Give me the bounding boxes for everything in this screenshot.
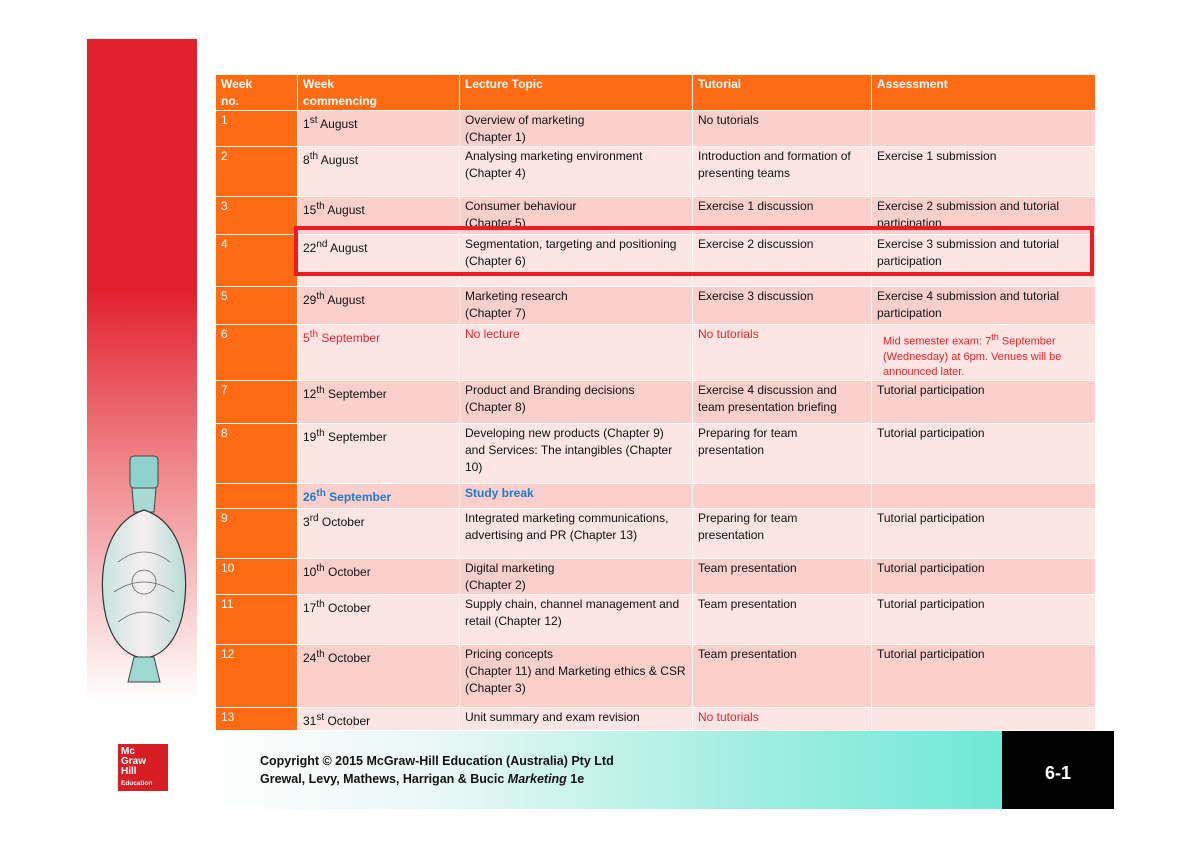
- week-date: 10th October: [298, 558, 460, 594]
- tutorial: Exercise 3 discussion: [693, 287, 872, 325]
- week-date: 15th August: [298, 197, 460, 235]
- assessment: Exercise 1 submission: [872, 147, 1096, 197]
- week-date: 5th September: [298, 325, 460, 381]
- lecture-topic: Pricing concepts (Chapter 11) and Marketing ethics & CSR (Chapter 3): [460, 644, 693, 707]
- table-row: [216, 235, 1096, 287]
- week-date: 17th October: [298, 594, 460, 644]
- week-number: 4: [216, 235, 298, 287]
- week-number: [216, 483, 298, 508]
- mcgraw-hill-logo: Mc Graw Hill Education: [118, 744, 168, 791]
- week-date: 1st August: [298, 111, 460, 147]
- tutorial: Exercise 4 discussion and team presentation briefing: [693, 380, 872, 423]
- assessment: [872, 111, 1096, 147]
- lecture-topic: Marketing research (Chapter 7): [460, 287, 693, 325]
- week-number: 9: [216, 508, 298, 558]
- week-number: 10: [216, 558, 298, 594]
- table-row: [216, 111, 1096, 147]
- week-number: 3: [216, 197, 298, 235]
- table-row: [216, 644, 1096, 707]
- assessment: Tutorial participation: [872, 558, 1096, 594]
- lecture-topic: Segmentation, targeting and positioning (Chapter 6): [460, 235, 693, 287]
- slide-number-box: [1002, 731, 1114, 809]
- tutorial: Team presentation: [693, 558, 872, 594]
- tutorial: Exercise 2 discussion: [693, 235, 872, 287]
- week-number: 11: [216, 594, 298, 644]
- lecture-topic: No lecture: [460, 325, 693, 381]
- tutorial: Preparing for team presentation: [693, 508, 872, 558]
- tutorial: Team presentation: [693, 644, 872, 707]
- header-tutorial: Tutorial: [693, 75, 872, 111]
- week-date: 24th October: [298, 644, 460, 707]
- table-row: [216, 423, 1096, 483]
- slide-number: 6-1: [1044, 763, 1071, 783]
- week-date: 3rd October: [298, 508, 460, 558]
- week-number: 8: [216, 423, 298, 483]
- table-row: [216, 197, 1096, 235]
- assessment: Exercise 3 submission and tutorial participation: [872, 235, 1096, 287]
- assessment: Exercise 2 submission and tutorial participation: [872, 197, 1096, 235]
- tutorial: No tutorials: [693, 707, 872, 730]
- lecture-topic: Developing new products (Chapter 9) and Services: The intangibles (Chapter 10): [460, 423, 693, 483]
- lecture-topic: Product and Branding decisions (Chapter 8): [460, 380, 693, 423]
- week-date: 29th August: [298, 287, 460, 325]
- tutorial: Team presentation: [693, 594, 872, 644]
- table-row: [216, 558, 1096, 594]
- week-number: 6: [216, 325, 298, 381]
- header-week-no: Week no.: [216, 75, 298, 111]
- footer-band: [197, 731, 1002, 809]
- table-row: [216, 147, 1096, 197]
- assessment: Exercise 4 submission and tutorial participation: [872, 287, 1096, 325]
- assessment: Tutorial participation: [872, 423, 1096, 483]
- footer-credit: Grewal, Levy, Mathews, Harrigan & Bucic Marketing 1e: [260, 772, 585, 786]
- week-number: 5: [216, 287, 298, 325]
- header-assessment: Assessment: [872, 75, 1096, 111]
- assessment: Tutorial participation: [872, 594, 1096, 644]
- lecture-topic: Analysing marketing environment (Chapter 4): [460, 147, 693, 197]
- table-row: [216, 707, 1096, 730]
- table-row: [216, 287, 1096, 325]
- lecture-topic: Study break: [460, 483, 693, 508]
- tutorial: Introduction and formation of presenting teams: [693, 147, 872, 197]
- table-row: [216, 325, 1096, 381]
- tutorial: Preparing for team presentation: [693, 423, 872, 483]
- header-lecture-topic: Lecture Topic: [460, 75, 693, 111]
- week-number: 1: [216, 111, 298, 147]
- bottle-illustration: [92, 452, 202, 690]
- footer-copyright: Copyright © 2015 McGraw-Hill Education (Australia) Pty Ltd: [260, 754, 614, 768]
- tutorial: No tutorials: [693, 325, 872, 381]
- week-number: 7: [216, 380, 298, 423]
- week-number: 2: [216, 147, 298, 197]
- table-header-row: [216, 75, 1096, 111]
- lecture-topic: Consumer behaviour (Chapter 5): [460, 197, 693, 235]
- week-date: 22nd August: [298, 235, 460, 287]
- week-date: 8th August: [298, 147, 460, 197]
- assessment: Tutorial participation: [872, 508, 1096, 558]
- lecture-topic: Integrated marketing communications, advertising and PR (Chapter 13): [460, 508, 693, 558]
- lecture-topic: Overview of marketing (Chapter 1): [460, 111, 693, 147]
- week-date: 26th September: [298, 483, 460, 508]
- assessment: Tutorial participation: [872, 380, 1096, 423]
- assessment: [872, 325, 1096, 381]
- lecture-topic: Unit summary and exam revision: [460, 707, 693, 730]
- week-date: 19th September: [298, 423, 460, 483]
- week-number: 13: [216, 707, 298, 730]
- header-week-commencing: Week commencing: [298, 75, 460, 111]
- lecture-topic: Supply chain, channel management and retail (Chapter 12): [460, 594, 693, 644]
- assessment: Tutorial participation: [872, 644, 1096, 707]
- week-number: 12: [216, 644, 298, 707]
- tutorial: [693, 483, 872, 508]
- table-row: [216, 380, 1096, 423]
- tutorial: No tutorials: [693, 111, 872, 147]
- week-date: 31st October: [298, 707, 460, 730]
- table-row: [216, 483, 1096, 508]
- week-date: 12th September: [298, 380, 460, 423]
- table-row: [216, 508, 1096, 558]
- assessment: [872, 707, 1096, 730]
- schedule-table: [215, 74, 1096, 731]
- lecture-topic: Digital marketing (Chapter 2): [460, 558, 693, 594]
- mid-semester-exam-note: Mid semester exam: 7th September (Wednesday) at 6pm. Venues will be announced later.: [883, 332, 1062, 378]
- table-row: [216, 594, 1096, 644]
- assessment: [872, 483, 1096, 508]
- tutorial: Exercise 1 discussion: [693, 197, 872, 235]
